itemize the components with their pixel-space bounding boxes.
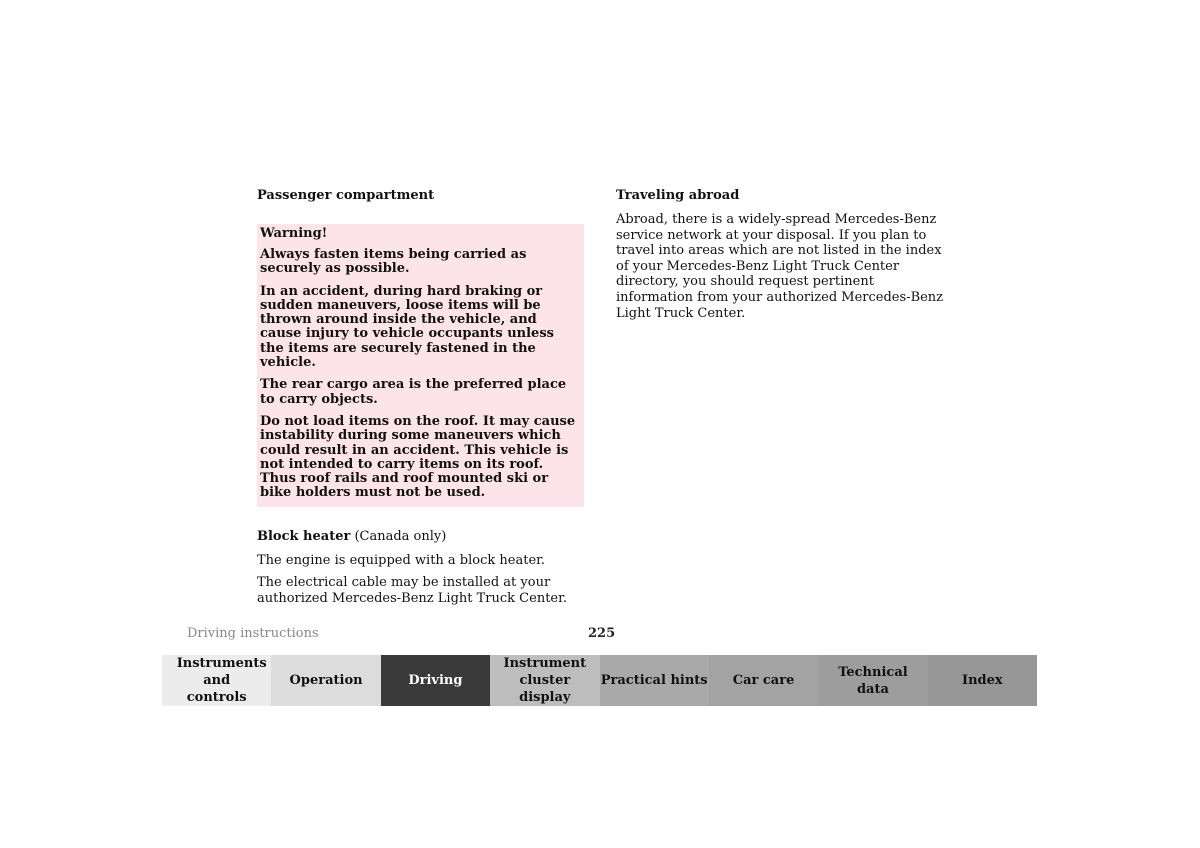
block-heater-paragraph: The engine is equipped with a block heater. <box>257 552 546 568</box>
nav-tab-label: Instrument cluster display <box>503 656 587 705</box>
nav-tab-label: Operation <box>289 673 363 688</box>
left-column <box>257 188 584 614</box>
nav-tab-label: Index <box>961 673 1003 688</box>
section-heading-traveling-abroad: Traveling abroad <box>616 188 740 203</box>
warning-title: Warning! <box>260 226 328 241</box>
block-heater-section <box>257 529 584 607</box>
nav-tab-technical-data[interactable] <box>818 655 927 706</box>
chapter-nav-bar <box>162 655 1037 706</box>
nav-tab-instrument-cluster-display[interactable] <box>490 655 599 706</box>
nav-tab-label: Practical hints <box>600 673 708 688</box>
nav-tab-car-care[interactable] <box>709 655 818 706</box>
warning-paragraph: The rear cargo area is the preferred place to carry objects. <box>260 377 567 407</box>
traveling-abroad-paragraph: Abroad, there is a widely-spread Mercedes-Benz service network at your disposal. If you plan to travel into areas which are not listed in the index of your Mercedes-Benz Light Truck Center directory, you should request pertinent information from your authorized Mercedes-Benz Light Truck Center. <box>616 212 944 321</box>
warning-box <box>257 224 584 507</box>
nav-tab-label: Instruments and controls <box>176 656 267 705</box>
nav-tab-driving[interactable] <box>381 655 490 706</box>
block-heater-paragraph: The electrical cable may be installed at your authorized Mercedes-Benz Light Truck Center. <box>257 575 568 606</box>
nav-tab-label: Technical data <box>838 664 908 697</box>
nav-tab-index[interactable] <box>928 655 1037 706</box>
nav-tab-label: Driving <box>408 673 463 688</box>
block-heater-heading <box>257 529 584 545</box>
block-heater-note: (Canada only) <box>350 528 447 544</box>
nav-tab-label: Car care <box>732 673 795 688</box>
nav-tab-practical-hints[interactable] <box>600 655 709 706</box>
page-number: 225 <box>588 626 616 641</box>
right-column <box>616 188 946 328</box>
footer-section-title: Driving instructions <box>187 626 319 641</box>
nav-tab-operation[interactable] <box>271 655 380 706</box>
section-heading-passenger-compartment: Passenger compartment <box>257 188 435 203</box>
nav-tab-instruments-and-controls[interactable] <box>162 655 271 706</box>
block-heater-title: Block heater <box>257 528 351 544</box>
warning-paragraph: In an accident, during hard braking or sudden maneuvers, loose items will be thrown around inside the vehicle, and cause injury to vehicle occupants unless the items are securely fastened in the vehicle. <box>260 283 554 371</box>
warning-paragraph: Do not load items on the roof. It may cause instability during some maneuvers which could result in an accident. This vehicle is not intended to carry items on its roof. Thus roof rails and roof mounted ski or bike holders must not be used. <box>260 413 576 501</box>
warning-paragraph: Always fasten items being carried as securely as possible. <box>260 247 527 277</box>
